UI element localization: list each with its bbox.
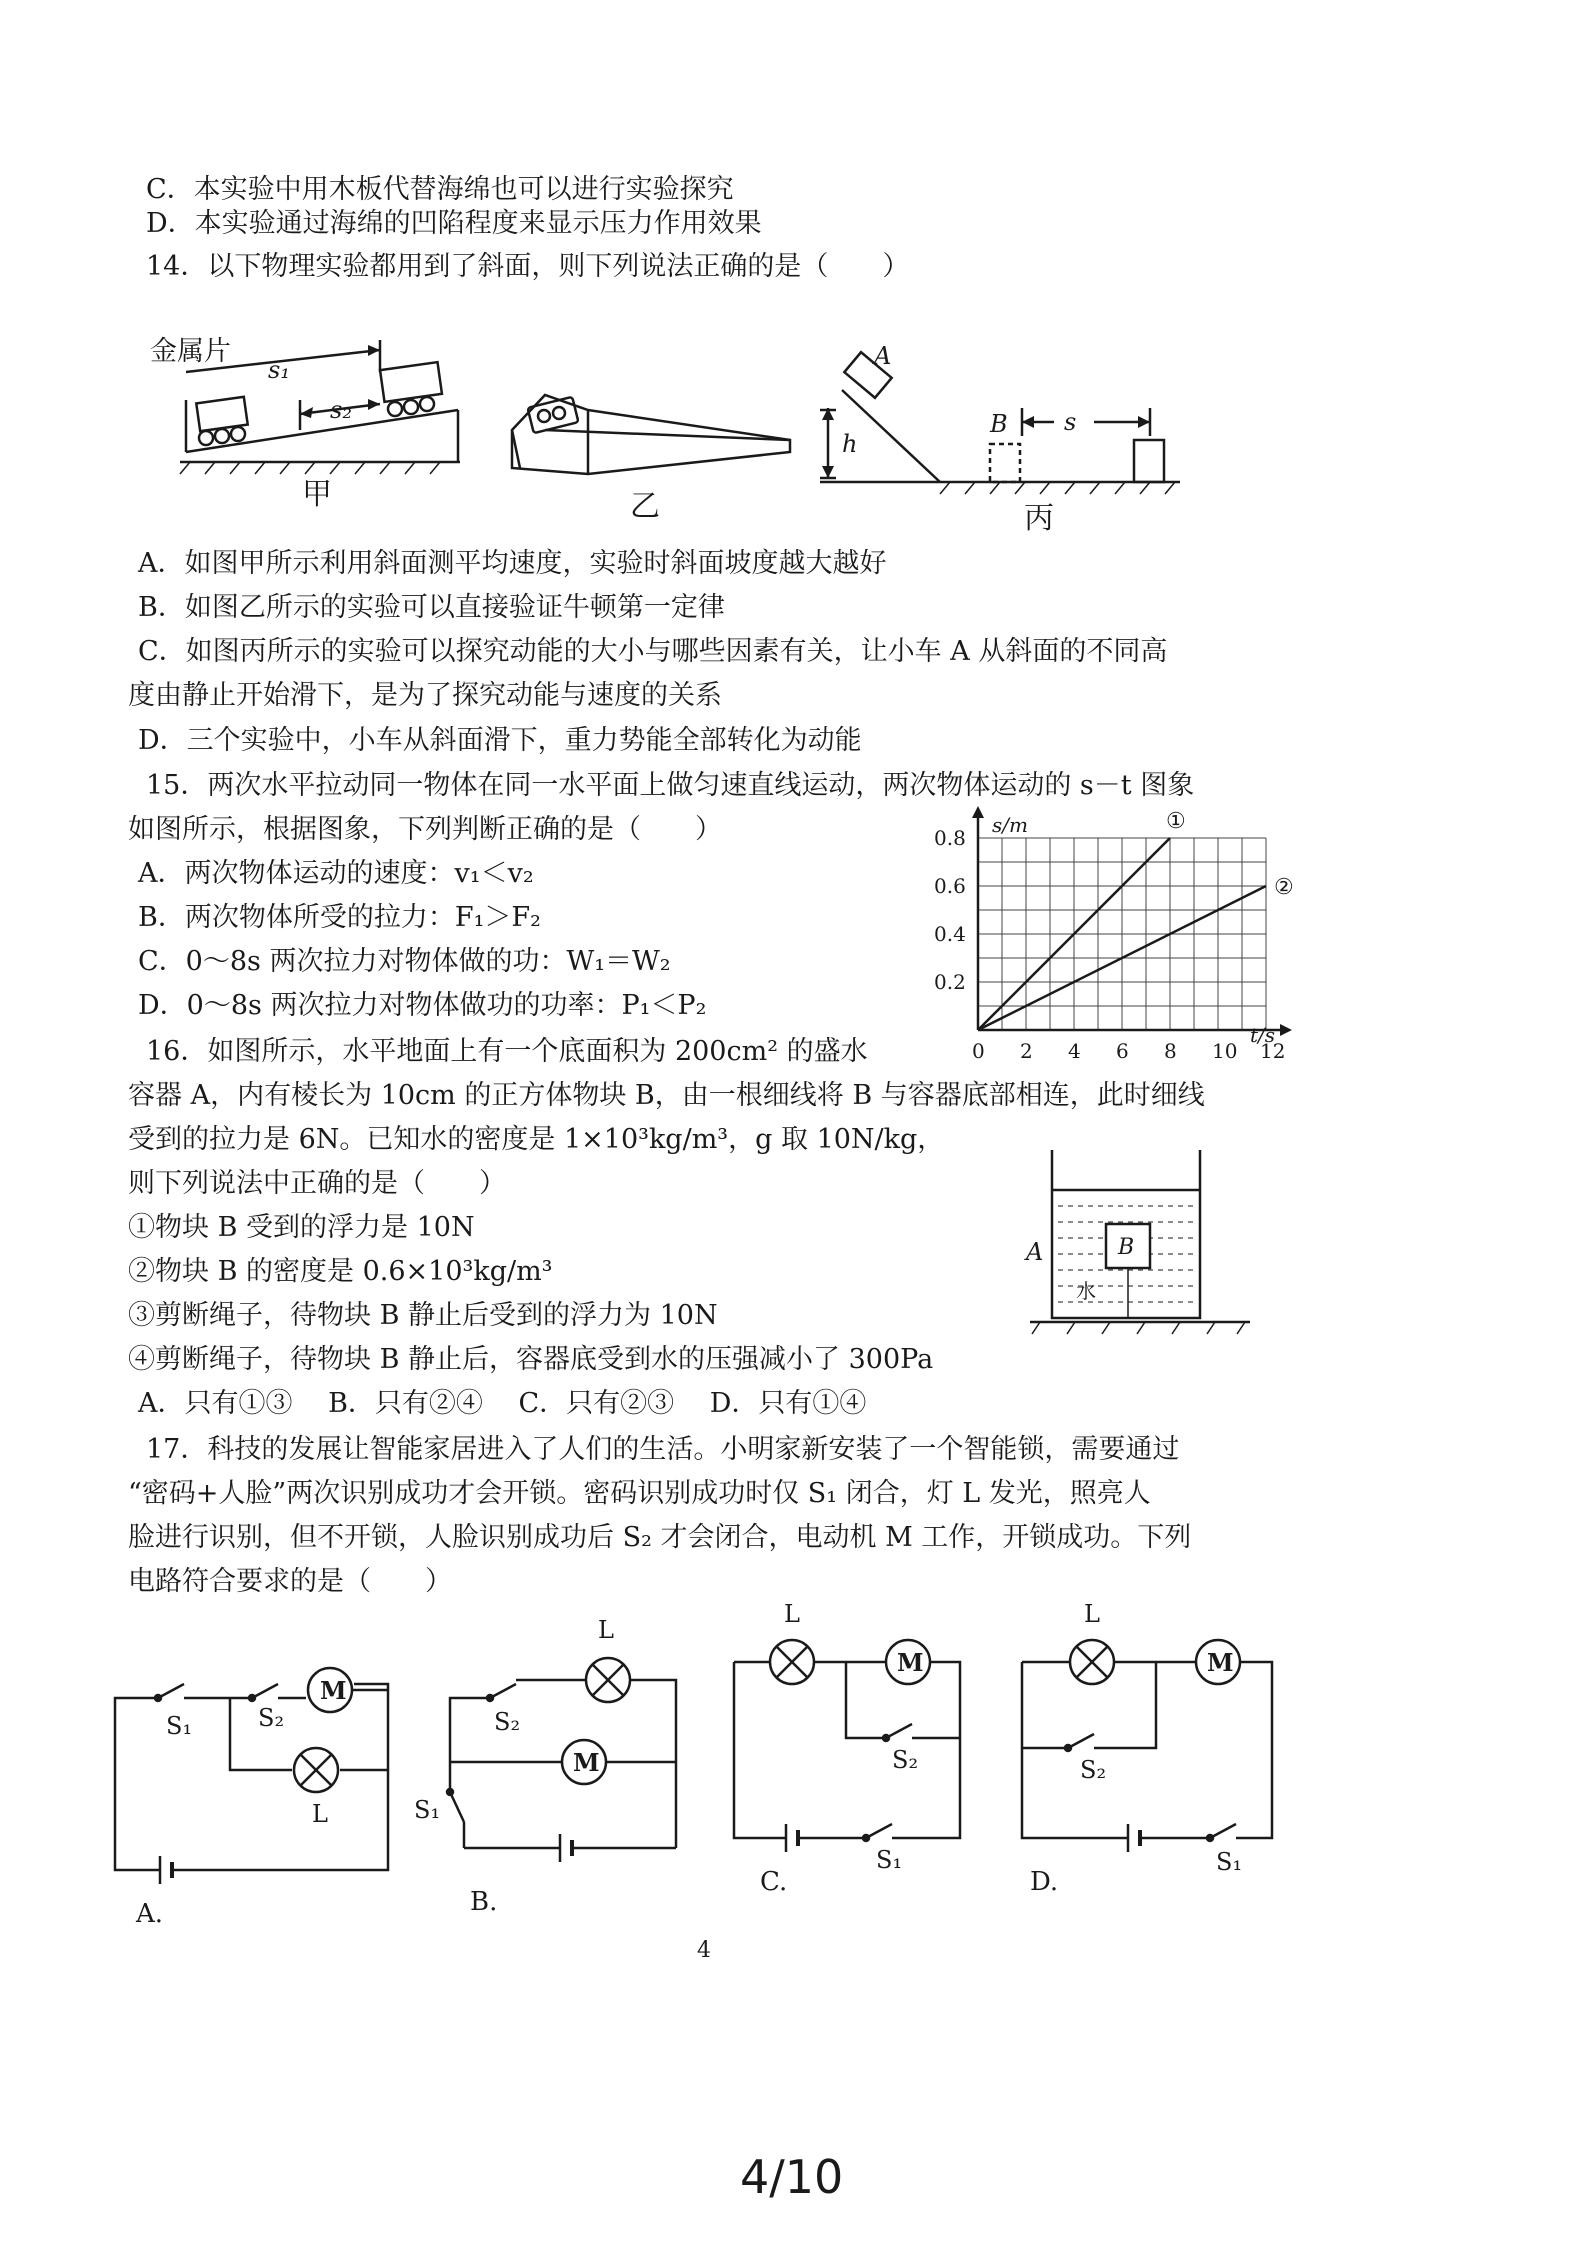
circuit-c-s1: S₁ [876,1846,903,1874]
label-bing: 丙 [1024,501,1054,536]
q15-option-c: C．0～8s 两次拉力对物体做的功：W₁＝W₂ [138,946,671,977]
q14-stem: 14．以下物理实验都用到了斜面，则下列说法正确的是（ ） [146,251,910,282]
q16-statement-1: ①物块 B 受到的浮力是 10N [128,1212,475,1243]
label-s: s [1064,408,1077,436]
label-water: 水 [1076,1279,1096,1303]
label-h: h [842,430,858,458]
chart-y-axis-label: s/m [992,813,1028,837]
q15-stem: 15．两次水平拉动同一物体在同一水平面上做匀速直线运动，两次物体运动的 s－t 图象 [146,770,1195,801]
circuit-label-c: C. [760,1867,788,1897]
circuit-b-s2: S₂ [494,1708,521,1736]
page-indicator: 4/10 [740,2150,844,2204]
circuit-a-l: L [312,1800,328,1828]
q16-answer-options: A．只有①③ B．只有②④ C．只有②③ D．只有①④ [138,1388,867,1419]
q14-option-d: D．三个实验中，小车从斜面滑下，重力势能全部转化为动能 [138,725,862,756]
label-yi: 乙 [630,489,660,524]
series-label-2: ② [1274,875,1294,900]
q14-option-c: C．如图丙所示的实验可以探究动能的大小与哪些因素有关，让小车 A 从斜面的不同高 [138,636,1168,667]
circuit-label-d: D. [1030,1867,1059,1897]
y-tick-label: 0.6 [934,874,966,898]
circuit-c-s2: S₂ [892,1746,919,1774]
q15-option-d: D．0～8s 两次拉力对物体做功的功率：P₁＜P₂ [138,990,707,1021]
circuit-a-s2: S₂ [258,1704,285,1732]
label-jia: 甲 [302,477,332,512]
circuit-label-a: A. [136,1899,164,1929]
circuit-a-m: M [320,1676,347,1705]
y-tick-label: 0.8 [934,826,966,850]
q17-stem: 17．科技的发展让智能家居进入了人们的生活。小明家新安装了一个智能锁，需要通过 [146,1434,1180,1465]
x-tick-label: 10 [1212,1039,1238,1063]
label-jinshupian: 金属片 [150,336,231,367]
circuit-b-m: M [573,1748,600,1777]
label-b-position: B [990,410,1008,438]
q17-stem-cont3: 电路符合要求的是（ ） [128,1566,452,1597]
circuit-d-s1: S₁ [1216,1848,1243,1876]
label-s1: s₁ [268,356,290,384]
label-a-cart: A [874,342,892,370]
circuit-b-s1: S₁ [414,1796,441,1824]
circuit-label-b: B. [470,1887,498,1917]
q15-option-b: B．两次物体所受的拉力：F₁＞F₂ [138,902,541,933]
q13-option-c: C．本实验中用木板代替海绵也可以进行实验探究 [146,174,734,205]
q17-stem-cont1: “密码+人脸”两次识别成功才会开锁。密码识别成功时仅 S₁ 闭合，灯 L 发光，照亮人 [128,1478,1151,1509]
q17-stem-cont2: 脸进行识别，但不开锁，人脸识别成功后 S₂ 才会闭合，电动机 M 工作，开锁成功。下列 [128,1522,1192,1553]
circuit-a-s1: S₁ [166,1712,193,1740]
q15-option-a: A．两次物体运动的速度：v₁＜v₂ [138,858,534,889]
circuit-d-m: M [1207,1648,1234,1677]
q16-statement-4: ④剪断绳子，待物块 B 静止后，容器底受到水的压强减小了 300Pa [128,1344,934,1375]
x-tick-label: 6 [1116,1039,1129,1063]
circuit-c-m: M [897,1648,924,1677]
x-tick-label: 12 [1260,1039,1286,1063]
label-container-a: A [1026,1238,1044,1266]
x-tick-label: 4 [1068,1039,1081,1063]
q16-statement-2: ②物块 B 的密度是 0.6×10³kg/m³ [128,1256,553,1287]
page-number: 4 [697,1938,711,1963]
q14-option-c-cont: 度由静止开始滑下，是为了探究动能与速度的关系 [128,680,722,711]
circuit-d-l: L [1084,1600,1100,1628]
label-block-b: B [1118,1235,1135,1260]
circuit-c-l: L [784,1600,800,1628]
q15-stem-cont: 如图所示，根据图象，下列判断正确的是（ ） [128,814,722,845]
y-tick-label: 0.4 [934,922,966,946]
q16-statement-3: ③剪断绳子，待物块 B 静止后受到的浮力为 10N [128,1300,718,1331]
q13-option-d: D．本实验通过海绵的凹陷程度来显示压力作用效果 [146,208,762,239]
x-tick-label: 0 [972,1039,985,1063]
q16-stem-cont1: 容器 A，内有棱长为 10cm 的正方体物块 B，由一根细线将 B 与容器底部相连，此时细线 [128,1080,1205,1111]
circuit-option-a [115,1668,388,1884]
q16-stem-cont2: 受到的拉力是 6N。已知水的密度是 1×10³kg/m³，g 取 10N/kg， [128,1124,945,1155]
circuit-option-c [734,1640,960,1852]
x-tick-label: 2 [1020,1039,1033,1063]
circuit-option-d [1022,1640,1272,1852]
chart-x-axis-label: t/s [1250,1023,1276,1047]
series-label-1: ① [1166,809,1186,834]
q14-option-b: B．如图乙所示的实验可以直接验证牛顿第一定律 [138,592,725,623]
q14-option-a: A．如图甲所示利用斜面测平均速度，实验时斜面坡度越大越好 [138,548,887,579]
x-tick-label: 8 [1164,1039,1177,1063]
circuit-b-l: L [598,1616,614,1644]
circuit-d-s2: S₂ [1080,1756,1107,1784]
q16-stem-cont3: 则下列说法中正确的是（ ） [128,1168,506,1199]
y-tick-label: 0.2 [934,970,966,994]
circuit-option-b [447,1658,676,1862]
label-s2: s₂ [330,396,352,424]
q16-stem: 16．如图所示，水平地面上有一个底面积为 200cm² 的盛水 [146,1036,868,1067]
